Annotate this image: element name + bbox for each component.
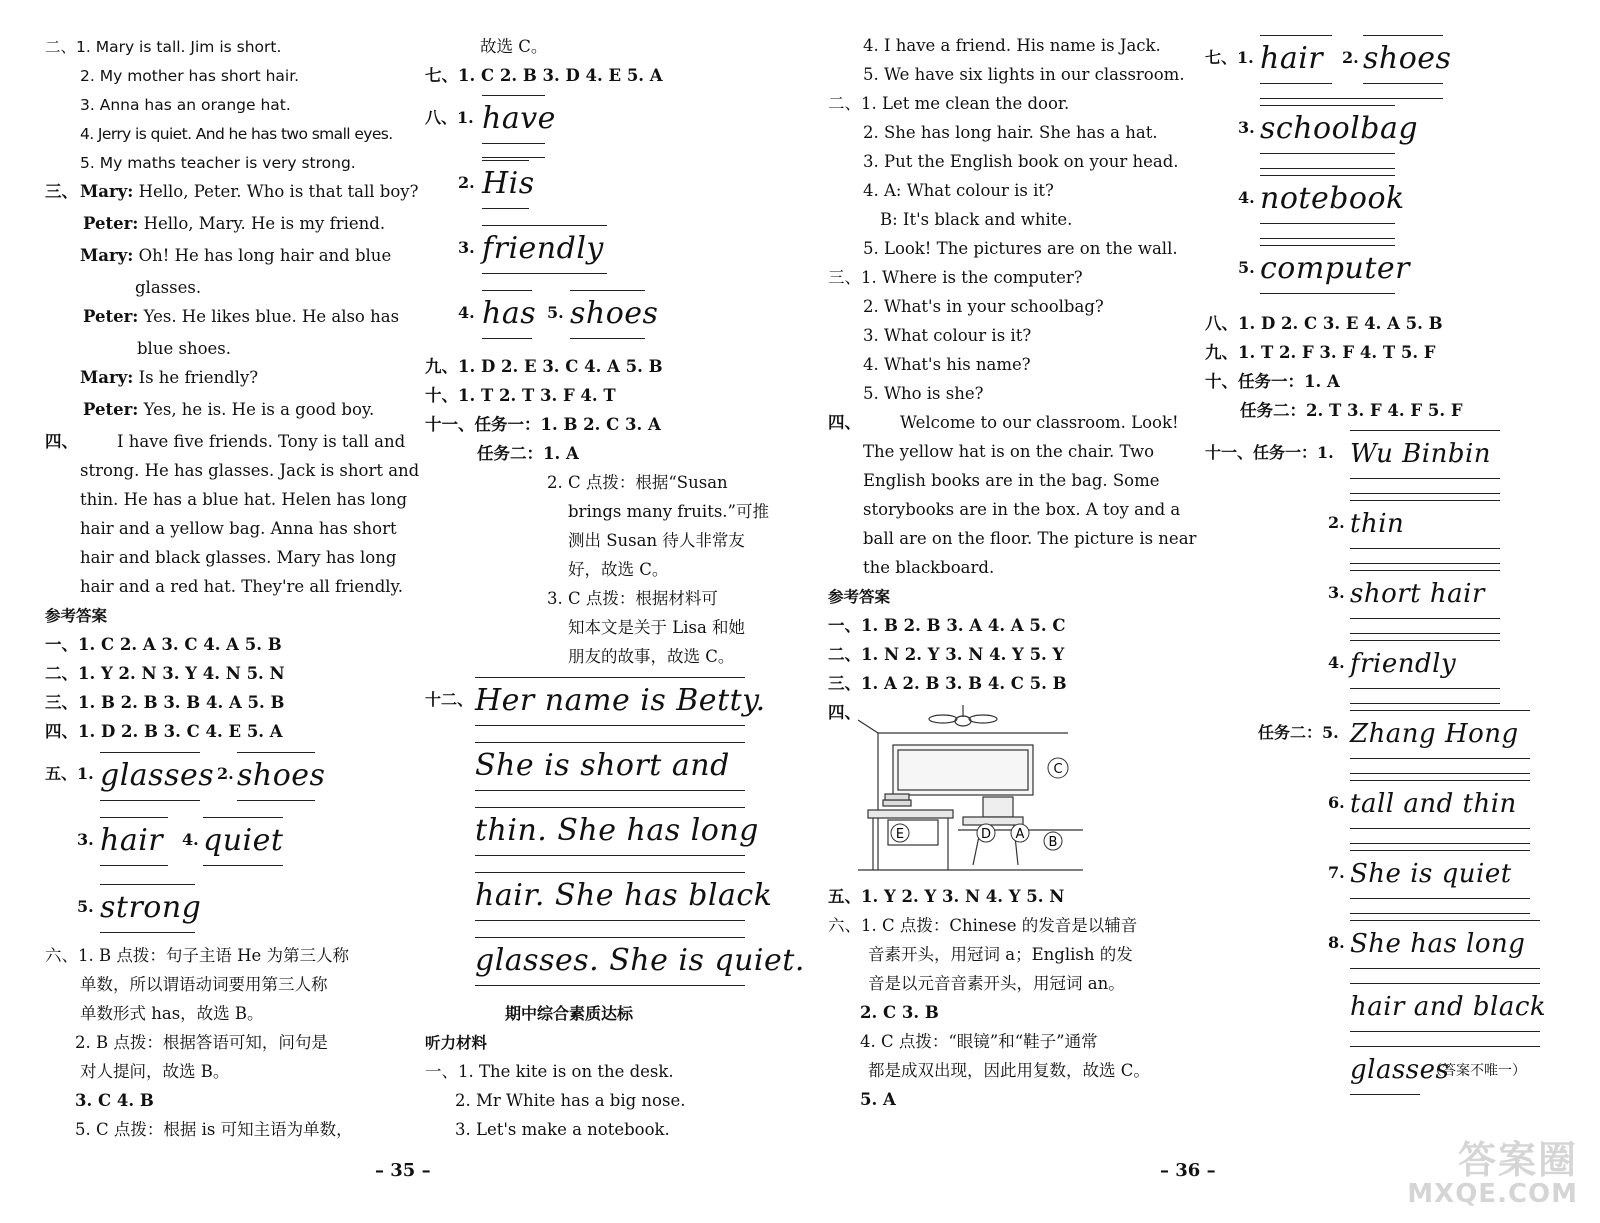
handwritten-answer: hair and black [1350, 992, 1547, 1022]
dialogue-text: Oh! He has long hair and blue [138, 246, 392, 265]
page-number: – 35 – [375, 1160, 431, 1181]
handwritten-answer: hair [100, 823, 164, 858]
answer-row: 九、1. D 2. E 3. C 4. A 5. B [425, 357, 663, 376]
item-number: 7. [1328, 863, 1345, 882]
answer-row: 一、1. C 2. A 3. C 4. A 5. B [45, 635, 282, 654]
handwritten-answer: She is quiet [1350, 859, 1512, 889]
handwritten-answer: glasses [100, 758, 215, 793]
item-number: 5. [77, 897, 94, 916]
handwritten-answer: Wu Binbin [1350, 439, 1492, 469]
ex6-line: 5. C 点拨：根据 is 可知主语为单数， [75, 1120, 353, 1139]
passage-line: The yellow hat is on the chair. Two [863, 442, 1155, 461]
speaker: Mary: [80, 246, 134, 265]
answer-row: 三、1. A 2. B 3. B 4. C 5. B [828, 674, 1067, 693]
speaker: Peter: [83, 307, 139, 326]
explain-line: 都是成双出现，因此用复数，故选 C。 [868, 1061, 1150, 1080]
listening-line: 5. Look! The pictures are on the wall. [863, 239, 1178, 258]
explain-line: 2. C 点拨：根据“Susan [547, 473, 728, 492]
figure-label: D [980, 827, 992, 842]
ex2-line-5: 5. My maths teacher is very strong. [80, 154, 356, 172]
ex2-line-1: 二、1. Mary is tall. Jim is short. [45, 38, 282, 56]
section-subtitle: 听力材料 [425, 1034, 488, 1052]
passage-line: the blackboard. [863, 558, 995, 577]
writing-line: Her name is Betty. [475, 683, 766, 718]
ex11-head: 十一、任务一：1. [1205, 443, 1334, 462]
writing-line: She is short and [475, 748, 730, 783]
handwritten-answer: thin [1350, 509, 1405, 539]
listening-line: 三、1. Where is the computer? [828, 268, 1083, 287]
handwritten-answer: His [482, 166, 535, 201]
answer-note: （答案不唯一） [1428, 1063, 1526, 1079]
ex7-head: 七、1. [1205, 48, 1254, 67]
classroom-illustration [858, 705, 1088, 880]
item-number: 4. [1238, 188, 1255, 207]
explain-line: 音素开头，用冠词 a；English 的发 [868, 945, 1133, 964]
passage-line: I have five friends. Tony is tall and [117, 432, 406, 451]
speaker: Mary: [80, 368, 134, 387]
speaker: Peter: [83, 214, 139, 233]
passage-line: storybooks are in the box. A toy and a [863, 500, 1181, 519]
item-number: 4. [182, 830, 199, 849]
explain-line: 好，故选 C。 [568, 560, 669, 579]
item-number: 5. [547, 303, 564, 322]
handwritten-answer: hair [1260, 41, 1324, 76]
ex6-line: 2. B 点拨：根据答语可知，问句是 [75, 1033, 328, 1052]
listening-line: B: It's black and white. [880, 210, 1073, 229]
passage-line: ball are on the floor. The picture is near [863, 529, 1197, 548]
watermark-url: MXQE.COM [1407, 1179, 1578, 1209]
ex5-head: 五、1. [45, 764, 94, 783]
item-number: 3. [1238, 118, 1255, 137]
answer-row: 一、1. B 2. B 3. A 4. A 5. C [828, 616, 1066, 635]
passage-line: hair and a red hat. They're all friendly. [80, 577, 403, 596]
ex2-line-3: 3. Anna has an orange hat. [80, 96, 291, 114]
ex12-head: 十二、 [425, 690, 474, 709]
listening-line: 5. We have six lights in our classroom. [863, 65, 1185, 84]
ex6-line: 3. C 4. B [75, 1091, 154, 1110]
handwritten-answer: have [482, 101, 556, 136]
handwritten-answer: computer [1260, 251, 1410, 286]
passage-line: Welcome to our classroom. Look! [900, 413, 1179, 432]
passage-line: English books are in the bag. Some [863, 471, 1160, 490]
handwritten-answer: shoes [570, 296, 659, 331]
explain-line: 测出 Susan 待人非常友 [568, 531, 745, 550]
ex8-head: 八、1. [425, 108, 474, 127]
answer-row: 任务二：1. A [477, 444, 579, 463]
listening-line: 3. What colour is it? [863, 326, 1032, 345]
ex6-line: 单数，所以谓语动词要用第三人称 [80, 975, 328, 994]
answer-row: 十、1. T 2. T 3. F 4. T [425, 386, 616, 405]
ex2-line-4: 4. Jerry is quiet. And he has two small eyes. [80, 125, 393, 143]
passage-line: thin. He has a blue hat. Helen has long [80, 490, 408, 509]
answer-row: 十一、任务一：1. B 2. C 3. A [425, 415, 661, 434]
ex6-line: 六、1. B 点拨：句子主语 He 为第三人称 [45, 946, 350, 965]
answer-row: 十、任务一：1. A [1205, 372, 1340, 391]
handwritten-answer: schoolbag [1260, 111, 1419, 146]
ex3-head: 三、 [45, 182, 78, 201]
handwritten-answer: shoes [1363, 41, 1452, 76]
handwritten-answer: Zhang Hong [1350, 719, 1519, 749]
figure-label: E [895, 827, 905, 842]
listening-line: 2. What's in your schoolbag? [863, 297, 1104, 316]
handwritten-answer: friendly [1350, 649, 1457, 679]
answer-row: 七、1. C 2. B 3. D 4. E 5. A [425, 66, 663, 85]
dialogue-text: Yes. He likes blue. He also has [143, 307, 400, 326]
answer-row: 五、1. Y 2. Y 3. N 4. Y 5. N [828, 887, 1065, 906]
answer-row: 二、1. N 2. Y 3. N 4. Y 5. Y [828, 645, 1065, 664]
answer-key-title: 参考答案 [828, 588, 891, 606]
listening-line: 4. What's his name? [863, 355, 1031, 374]
explain-line: 六、1. C 点拨：Chinese 的发音是以辅音 [828, 916, 1138, 935]
handwritten-answer: She has long [1350, 929, 1526, 959]
item-number: 3. [1328, 583, 1345, 602]
text-line: 故选 C。 [480, 37, 548, 56]
speaker: Peter: [83, 400, 139, 419]
handwritten-answer: tall and thin [1350, 789, 1517, 819]
answer-row: 四、1. D 2. B 3. C 4. E 5. A [45, 722, 283, 741]
watermark-text: 答案圈 [1457, 1138, 1578, 1182]
item-number: 2. [217, 764, 234, 783]
ex6-line: 单数形式 has，故选 B。 [80, 1004, 264, 1023]
watermark-logo [1407, 1129, 1578, 1209]
writing-line: hair. She has black [475, 878, 773, 913]
listening-line: 2. Mr White has a big nose. [455, 1091, 686, 1110]
writing-line: thin. She has long [475, 813, 759, 848]
handwritten-answer: has [482, 296, 537, 331]
explain-line: 3. C 点拨：根据材料可 [547, 589, 718, 608]
explain-line: 知本文是关于 Lisa 和她 [568, 618, 746, 637]
ex4-head: 四、 [45, 432, 78, 451]
explain-line: 5. A [860, 1090, 896, 1109]
explain-line: 2. C 3. B [860, 1003, 939, 1022]
item-number: 2. [1328, 513, 1345, 532]
handwritten-answer: shoes [237, 758, 326, 793]
explain-line: 朋友的故事，故选 C。 [568, 647, 735, 666]
item-number: 3. [458, 238, 475, 257]
dialogue-text: Hello, Mary. He is my friend. [143, 214, 386, 233]
handwritten-answer: quiet [203, 823, 284, 858]
listening-line: 二、1. Let me clean the door. [828, 94, 1070, 113]
answer-row: 四、 [828, 703, 861, 722]
speaker: Mary: [80, 182, 134, 201]
listening-line: 4. A: What colour is it? [863, 181, 1054, 200]
passage-line: hair and a yellow bag. Anna has short [80, 519, 397, 538]
explain-line: 4. C 点拨：“眼镜”和“鞋子”通常 [860, 1032, 1098, 1051]
writing-line: glasses. She is quiet. [475, 943, 805, 978]
item-number: 3. [77, 830, 94, 849]
answer-row: 八、1. D 2. C 3. E 4. A 5. B [1205, 314, 1443, 333]
dialogue-text: Is he friendly? [138, 368, 259, 387]
ex2-line-2: 2. My mother has short hair. [80, 67, 300, 85]
explain-line: brings many fruits.”可推 [568, 502, 769, 521]
dialogue-text: blue shoes. [137, 339, 231, 358]
item-number: 2. [1342, 48, 1359, 67]
ex6-line: 对人提问，故选 B。 [80, 1062, 230, 1081]
answer-key-title: 参考答案 [45, 607, 108, 625]
figure-label: A [1015, 827, 1025, 842]
listening-line: 一、1. The kite is on the desk. [425, 1062, 674, 1081]
figure-label: C [1053, 762, 1063, 777]
handwritten-answer: glasses [1350, 1055, 1450, 1085]
ex4-head: 四、 [828, 413, 861, 432]
listening-line: 3. Let's make a notebook. [455, 1120, 670, 1139]
item-number: 2. [458, 173, 475, 192]
passage-line: strong. He has glasses. Jack is short and [80, 461, 420, 480]
dialogue-text: Hello, Peter. Who is that tall boy? [138, 182, 419, 201]
task2-label: 任务二：5. [1258, 723, 1339, 742]
listening-line: 5. Who is she? [863, 384, 984, 403]
answer-row: 九、1. T 2. F 3. F 4. T 5. F [1205, 343, 1436, 362]
listening-line: 3. Put the English book on your head. [863, 152, 1179, 171]
section-title: 期中综合素质达标 [505, 1004, 634, 1023]
passage-line: hair and black glasses. Mary has long [80, 548, 397, 567]
handwritten-answer: friendly [482, 231, 604, 266]
dialogue-text: Yes, he is. He is a good boy. [143, 400, 375, 419]
item-number: 4. [458, 303, 475, 322]
handwritten-answer: short hair [1350, 579, 1485, 609]
item-number: 6. [1328, 793, 1345, 812]
handwritten-answer: notebook [1260, 181, 1405, 216]
item-number: 5. [1238, 258, 1255, 277]
listening-line: 2. She has long hair. She has a hat. [863, 123, 1158, 142]
answer-row: 三、1. B 2. B 3. B 4. A 5. B [45, 693, 285, 712]
answer-row: 任务二：2. T 3. F 4. F 5. F [1240, 401, 1463, 420]
explain-line: 音是以元音音素开头，用冠词 an。 [868, 974, 1125, 993]
dialogue-text: glasses. [135, 278, 202, 297]
answer-row: 二、1. Y 2. N 3. Y 4. N 5. N [45, 664, 285, 683]
page-number: – 36 – [1160, 1160, 1216, 1181]
item-number: 8. [1328, 933, 1345, 952]
figure-label: B [1048, 835, 1058, 850]
listening-line: 4. I have a friend. His name is Jack. [863, 36, 1161, 55]
handwritten-answer: strong [100, 890, 202, 925]
item-number: 4. [1328, 653, 1345, 672]
